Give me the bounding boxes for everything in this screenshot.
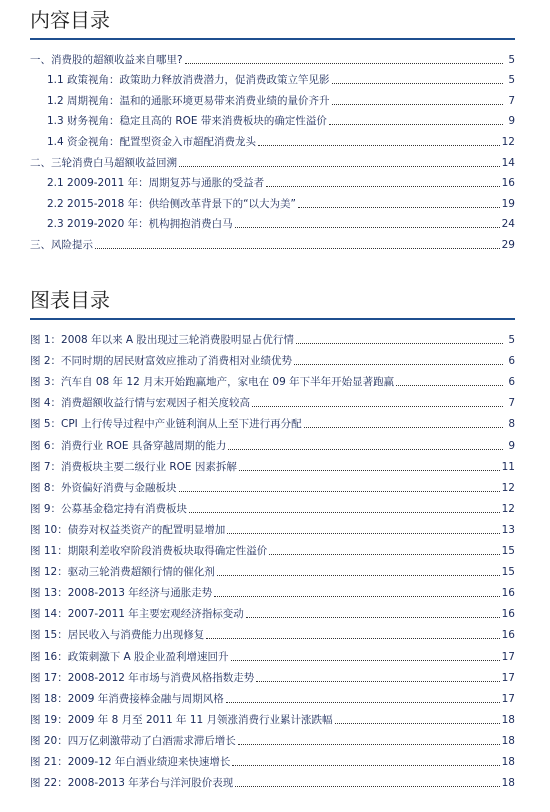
toc-entry[interactable] [30,231,515,252]
dot-leader [246,617,500,618]
dot-leader [266,186,500,187]
figure-entry-page: 9 [508,439,515,452]
figure-entry-label: 图 7：消费板块主要二级行业 ROE 因素拆解 [30,460,237,473]
figure-entry-page: 16 [501,587,515,600]
toc-title: 内容目录 [30,8,110,32]
dot-leader [304,427,503,428]
toc-entry-page: 9 [508,115,515,128]
figure-entry[interactable] [30,642,515,663]
dot-leader [332,83,503,84]
dot-leader [232,765,499,766]
toc-entry-page: 24 [501,218,515,231]
dot-leader [269,554,499,555]
dot-leader [189,512,500,513]
figure-entry-label: 图 16：政策刺激下 A 股企业盈利增速回升 [30,650,229,663]
figure-entry-page: 7 [508,397,515,410]
figure-entry-page: 16 [501,608,515,621]
figure-entry-label: 图 1：2008 年以来 A 股出现过三轮消费股明显占优行情 [30,334,294,347]
dot-leader [179,166,500,167]
figure-entry[interactable] [30,600,515,621]
dot-leader [95,248,500,249]
toc-entry-page: 16 [501,177,515,190]
figure-entry[interactable] [30,368,515,389]
toc-entry-label: 2.3 2019-2020 年：机构拥抱消费白马 [47,218,233,231]
figure-entry[interactable] [30,558,515,579]
toc-entry-label: 1.4 资金视角：配置型资金入市超配消费龙头 [47,135,257,148]
toc-entry[interactable] [30,108,515,129]
figure-entry-label: 图 11：期限利差收窄阶段消费板块取得确定性溢价 [30,545,268,558]
dot-leader [296,343,503,344]
toc-divider [30,38,515,40]
toc-entry-label: 1.2 周期视角：温和的通胀环境更易带来消费业绩的量价齐升 [47,94,330,107]
figure-entry-page: 16 [501,629,515,642]
figure-entry[interactable] [30,495,515,516]
figure-entry[interactable] [30,748,515,769]
figure-entry[interactable] [30,389,515,410]
figure-entry-label: 图 9：公募基金稳定持有消费板块 [30,502,188,515]
figure-entry-page: 17 [501,671,515,684]
figure-entry-label: 图 20：四万亿刺激带动了白酒需求滞后增长 [30,734,236,747]
toc-entry-label: 1.1 政策视角：政策助力释放消费潜力，促消费政策立竿见影 [47,74,330,87]
toc-entry-label: 三、风险提示 [30,238,93,251]
toc-entry[interactable] [30,211,515,232]
toc-list [30,46,515,252]
toc-entry-page: 19 [501,197,515,210]
figure-entry-page: 13 [501,523,515,536]
figure-entry[interactable] [30,431,515,452]
figure-entry-label: 图 6：消费行业 ROE 具备穿越周期的能力 [30,439,227,452]
toc-entry-page: 14 [501,156,515,169]
figure-entry[interactable] [30,347,515,368]
toc-entry[interactable] [30,67,515,88]
dot-leader [185,63,503,64]
dot-leader [206,638,499,639]
toc-entry[interactable] [30,87,515,108]
figure-entry-label: 图 13：2008-2013 年经济与通胀走势 [30,587,213,600]
figure-entry[interactable] [30,621,515,642]
dot-leader [335,723,500,724]
figure-entry-page: 18 [501,777,515,790]
figure-entry-label: 图 5：CPI 上行传导过程中产业链利润从上至下进行再分配 [30,418,302,431]
figure-entry[interactable] [30,664,515,685]
toc-entry-label: 1.3 财务视角：稳定且高的 ROE 带来消费板块的确定性溢价 [47,115,327,128]
figure-entry-page: 5 [508,334,515,347]
figure-entry-page: 17 [501,650,515,663]
figure-entry-page: 18 [501,755,515,768]
figure-entry[interactable] [30,769,515,790]
figure-entry-label: 图 14：2007-2011 年主要宏观经济指标变动 [30,608,244,621]
dot-leader [235,227,500,228]
toc-entry-label: 2.1 2009-2011 年：周期复苏与通胀的受益者 [47,177,265,190]
dot-leader [294,364,503,365]
figure-entry-label: 图 4：消费超额收益行情与宏观因子相关度较高 [30,397,251,410]
toc-entry-page: 12 [501,135,515,148]
toc-entry-label: 二、三轮消费白马超额收益回溯 [30,156,177,169]
dot-leader [226,702,500,703]
toc-entry-page: 7 [508,94,515,107]
dot-leader [179,491,500,492]
figure-entry-page: 6 [508,376,515,389]
figure-entry[interactable] [30,453,515,474]
toc-entry-page: 5 [508,74,515,87]
figure-entry-page: 12 [501,502,515,515]
figure-entry-page: 12 [501,481,515,494]
figure-entry-page: 11 [501,460,515,473]
figures-list [30,326,515,790]
dot-leader [252,406,503,407]
figure-entry[interactable] [30,326,515,347]
figure-entry-label: 图 21：2009-12 年白酒业绩迎来快速增长 [30,755,231,768]
toc-entry[interactable] [30,46,515,67]
figure-entry-page: 6 [508,355,515,368]
dot-leader [235,786,499,787]
figure-entry-label: 图 8：外资偏好消费与金融板块 [30,481,177,494]
figures-title: 图表目录 [30,288,110,312]
figure-entry-label: 图 17：2008-2012 年市场与消费风格指数走势 [30,671,255,684]
toc-entry[interactable] [30,170,515,191]
dot-leader [258,145,500,146]
toc-entry-label: 2.2 2015-2018 年：供给侧改革背景下的“以大为美” [47,197,296,210]
figure-entry[interactable] [30,685,515,706]
figure-entry[interactable] [30,706,515,727]
dot-leader [231,660,500,661]
dot-leader [217,575,500,576]
dot-leader [396,385,503,386]
figure-entry-label: 图 22：2008-2013 年茅台与洋河股价表现 [30,777,234,790]
figure-entry-page: 8 [508,418,515,431]
dot-leader [239,470,500,471]
list-of-figures [30,286,515,790]
toc-entry[interactable] [30,190,515,211]
toc-entry-label: 一、消费股的超额收益来自哪里? [30,53,183,66]
figure-entry-page: 15 [501,566,515,579]
figure-entry-label: 图 19：2009 年 8 月至 2011 年 11 月领涨消费行业累计涨跌幅 [30,713,333,726]
figures-divider [30,318,515,320]
dot-leader [332,104,503,105]
dot-leader [298,207,500,208]
table-of-contents [30,6,515,252]
figure-entry-label: 图 12：驱动三轮消费超额行情的催化剂 [30,566,215,579]
figure-entry[interactable] [30,516,515,537]
figure-entry-page: 18 [501,713,515,726]
dot-leader [329,124,503,125]
figure-entry[interactable] [30,727,515,748]
dot-leader [238,744,500,745]
figure-entry-page: 18 [501,734,515,747]
toc-entry-page: 29 [501,238,515,251]
figure-entry-page: 17 [501,692,515,705]
figure-entry-label: 图 15：居民收入与消费能力出现修复 [30,629,205,642]
figure-entry-label: 图 18：2009 年消费接棒金融与周期风格 [30,692,224,705]
toc-entry-page: 5 [508,53,515,66]
dot-leader [214,596,499,597]
figure-entry-label: 图 2：不同时期的居民财富效应推动了消费相对业绩优势 [30,355,293,368]
figure-entry-label: 图 3：汽车自 08 年 12 月末开始跑赢地产，家电在 09 年下半年开始显著跑赢 [30,376,395,389]
figure-entry[interactable] [30,474,515,495]
figure-entry-label: 图 10：债券对权益类资产的配置明显增加 [30,523,226,536]
figure-entry[interactable] [30,537,515,558]
toc-entry[interactable] [30,149,515,170]
toc-entry[interactable] [30,128,515,149]
figure-entry-page: 15 [501,545,515,558]
dot-leader [227,533,499,534]
figure-entry[interactable] [30,410,515,431]
dot-leader [256,681,499,682]
dot-leader [228,449,503,450]
figure-entry[interactable] [30,579,515,600]
